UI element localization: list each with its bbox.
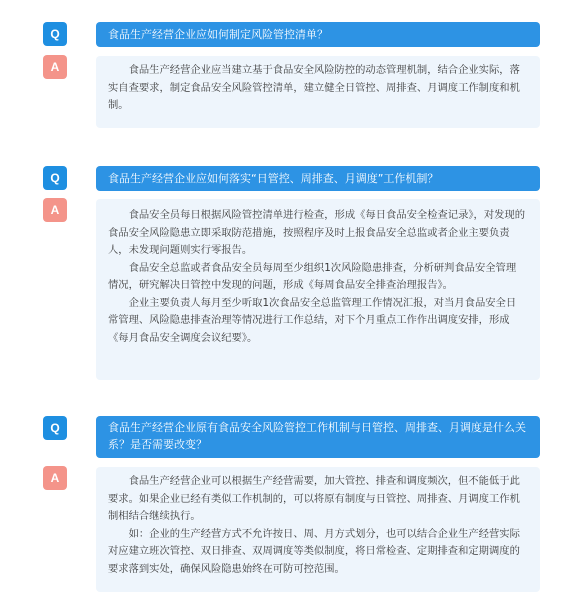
answer-paragraph: 食品安全员每日根据风险管控清单进行检查，形成《每日食品安全检查记录》，对发现的食品安全风险隐患立即采取防范措施，按照程序及时上报食品安全总监或者企业主要负责人，未发现问题则实行零报告。 bbox=[108, 209, 526, 256]
question-text: 食品生产经营企业原有食品安全风险管控工作机制与日管控、周排查、月调度是什么关系？是否需要改变？ bbox=[96, 416, 540, 458]
answer-paragraph: 食品安全总监或者食品安全员每周至少组织1次风险隐患排查，分析研判食品安全管理情况，研究解决日管控中发现的问题，形成《每周食品安全排查治理报告》。 bbox=[108, 261, 517, 291]
answer-badge: A bbox=[43, 466, 67, 490]
answer-badge: A bbox=[43, 55, 67, 79]
question-badge: Q bbox=[43, 22, 67, 46]
answer-box bbox=[96, 199, 540, 380]
answer-badge: A bbox=[43, 198, 67, 222]
question-text: 食品生产经营企业应如何制定风险管控清单？ bbox=[96, 22, 540, 47]
question-text: 食品生产经营企业应如何落实“日管控、周排查、月调度”工作机制？ bbox=[96, 166, 540, 191]
answer-paragraph: 企业主要负责人每月至少听取1次食品安全总监管理工作情况汇报，对当月食品安全日常管理、风险隐患排查治理等情况进行工作总结，对下个月重点工作作出调度安排，形成《每月食品安全调度会议纪要》。 bbox=[108, 296, 517, 344]
answer-paragraph: 如：企业的生产经营方式不允许按日、周、月方式划分，也可以结合企业生产经营实际对应建立班次管控、双日排查、双周调度等类似制度，将日常检查、定期排查和定期调度的要求落到实处，确保风险隐患始终在可防可控范围。 bbox=[108, 527, 520, 575]
answer-box bbox=[96, 467, 540, 592]
question-badge: Q bbox=[43, 166, 67, 190]
answer-paragraph: 食品生产经营企业应当建立基于食品安全风险防控的动态管理机制，结合企业实际，落实自查要求，制定食品安全风险管控清单，建立健全日管控、周排查、月调度工作制度和机制。 bbox=[108, 64, 520, 111]
answer-box bbox=[96, 56, 540, 128]
answer-paragraph: 食品生产经营企业可以根据生产经营需要，加大管控、排查和调度频次，但不能低于此要求。如果企业已经有类似工作机制的，可以将原有制度与日管控、周排查、月调度工作机制相结合继续执行。 bbox=[108, 475, 520, 522]
question-badge: Q bbox=[43, 416, 67, 440]
